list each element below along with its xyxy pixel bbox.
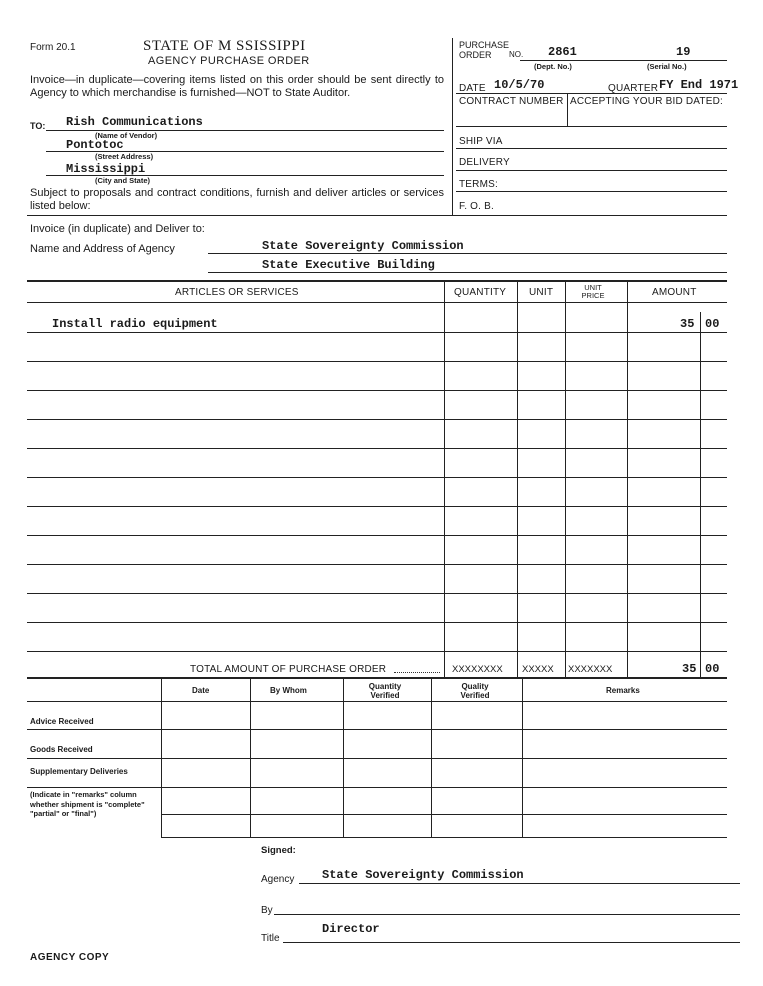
total-cents: 00 [705, 662, 720, 676]
item-description: Install radio equipment [52, 317, 218, 331]
by-line [274, 914, 740, 915]
terms-label: TERMS: [459, 179, 498, 190]
col-unit-header: UNIT [529, 287, 554, 298]
delivery-label: DELIVERY [459, 157, 510, 168]
invoice-deliver-label: Invoice (in duplicate) and Deliver to: [30, 223, 205, 235]
col-articles-header: ARTICLES OR SERVICES [175, 287, 299, 298]
by-label: By [261, 905, 273, 916]
ship-via-label: SHIP VIA [459, 136, 503, 147]
form-number: Form 20.1 [30, 42, 76, 53]
vendor-name-caption: (Name of Vendor) [95, 131, 158, 140]
items-header-rule [27, 302, 727, 303]
vendor-street-caption: (Street Address) [95, 152, 154, 161]
po-number-line [520, 60, 727, 61]
fob-label: F. O. B. [459, 201, 494, 212]
total-quantity: XXXXXXXX [452, 664, 503, 675]
item-row-rule [27, 535, 727, 536]
date-line [456, 93, 727, 94]
agency-line2: State Executive Building [262, 258, 435, 272]
item-row-rule [27, 332, 727, 333]
serial-caption: (Serial No.) [647, 62, 687, 71]
purchase-order-label: PURCHASE ORDER [459, 40, 510, 60]
receipt-row-indicate-note: (Indicate in "remarks" column whether shipment is "complete" "partial" or "final") [30, 790, 145, 818]
agency-line2-rule [208, 272, 727, 273]
receipt-header-rule [27, 701, 727, 702]
items-top-rule [27, 280, 727, 282]
vendor-city-caption: (City and State) [95, 176, 151, 185]
item-row-rule [27, 390, 727, 391]
date-label: DATE [459, 83, 486, 94]
receipt-row-rule [27, 758, 727, 759]
item-row-rule [27, 651, 727, 652]
dept-number: 2861 [548, 45, 577, 59]
header-divider [452, 38, 453, 216]
date-value: 10/5/70 [494, 78, 545, 92]
agency-copy-footer: AGENCY COPY [30, 952, 110, 963]
no-label: NO. [509, 50, 524, 59]
col-amount-header: AMOUNT [652, 287, 697, 298]
contract-line [456, 126, 727, 127]
serial-number: 19 [676, 45, 691, 59]
item-row-rule [27, 622, 727, 623]
col-rule-amount [627, 280, 628, 677]
subject-text: Subject to proposals and contract conditions, furnish and deliver articles or services listed below: [30, 187, 444, 212]
receipt-row-advice: Advice Received [30, 717, 94, 726]
agency-signature-label: Agency [261, 874, 295, 885]
vendor-street: Pontotoc [66, 138, 124, 152]
invoice-instruction: Invoice—in duplicate—covering items listed on this order should be sent directly to Agency to which merchandise is furnished—NOT to State Auditor. [30, 74, 444, 99]
agency-line1: State Sovereignty Commission [262, 239, 464, 253]
col-rule-unit-price [565, 280, 566, 677]
total-bottom-rule [27, 677, 727, 679]
total-dollars: 35 [682, 662, 697, 676]
item-row-rule [27, 564, 727, 565]
item-row-rule [27, 477, 727, 478]
item-dollars: 35 [680, 317, 695, 331]
agency-signature-line [299, 883, 740, 884]
ship-via-line [456, 148, 727, 149]
receipt-row-rule [27, 729, 727, 730]
title-line [283, 942, 740, 943]
item-cents: 00 [705, 317, 720, 331]
dept-caption: (Dept. No.) [534, 62, 572, 71]
receipt-row-rule [27, 787, 727, 788]
receipt-row-supplementary: Supplementary Deliveries [30, 767, 128, 776]
receipt-remarks-header: Remarks [606, 686, 640, 695]
receipt-bottom-rule [161, 837, 727, 838]
item-row-rule [27, 448, 727, 449]
receipt-by-whom-header: By Whom [270, 686, 307, 695]
delivery-line [456, 170, 727, 171]
col-rule-unit [517, 280, 518, 677]
col-unit-price-header: UNIT PRICE [581, 283, 605, 300]
title-label: Title [261, 933, 280, 944]
contract-divider [567, 93, 568, 126]
receipt-row-rule [161, 814, 727, 815]
to-label: TO: [30, 121, 46, 131]
col-quantity-header: QUANTITY [454, 287, 507, 298]
contract-number-label: CONTRACT NUMBER [459, 96, 564, 107]
receipt-quantity-verified-header: Quantity Verified [368, 682, 402, 700]
signed-label: Signed: [261, 845, 296, 856]
agency-line1-rule [208, 253, 727, 254]
receipt-quality-verified-header: Quality Verified [460, 682, 490, 700]
total-unit: XXXXX [522, 664, 554, 675]
total-label: TOTAL AMOUNT OF PURCHASE ORDER [190, 664, 387, 675]
form-subtitle: AGENCY PURCHASE ORDER [148, 55, 310, 67]
item-row-rule [27, 419, 727, 420]
quarter-value: FY End 1971 [659, 78, 739, 92]
agency-signature-value: State Sovereignty Commission [322, 868, 524, 882]
item-row-rule [27, 593, 727, 594]
total-unit-price: XXXXXXX [568, 664, 613, 675]
total-leader-dots [394, 672, 440, 673]
receipt-date-header: Date [192, 686, 210, 695]
header-bottom-rule [27, 215, 727, 216]
receipt-row-goods: Goods Received [30, 745, 93, 754]
accepting-bid-label: ACCEPTING YOUR BID DATED: [570, 96, 723, 107]
agency-address-label: Name and Address of Agency [30, 243, 175, 255]
col-rule-quantity [444, 280, 445, 677]
form-title: STATE OF M SSISSIPPI [143, 38, 306, 54]
title-value: Director [322, 922, 380, 936]
item-row-rule [27, 361, 727, 362]
vendor-name: Rish Communications [66, 115, 203, 129]
quarter-label: QUARTER [608, 83, 659, 94]
vendor-city: Mississippi [66, 162, 146, 176]
terms-line [456, 191, 727, 192]
item-row-rule [27, 506, 727, 507]
